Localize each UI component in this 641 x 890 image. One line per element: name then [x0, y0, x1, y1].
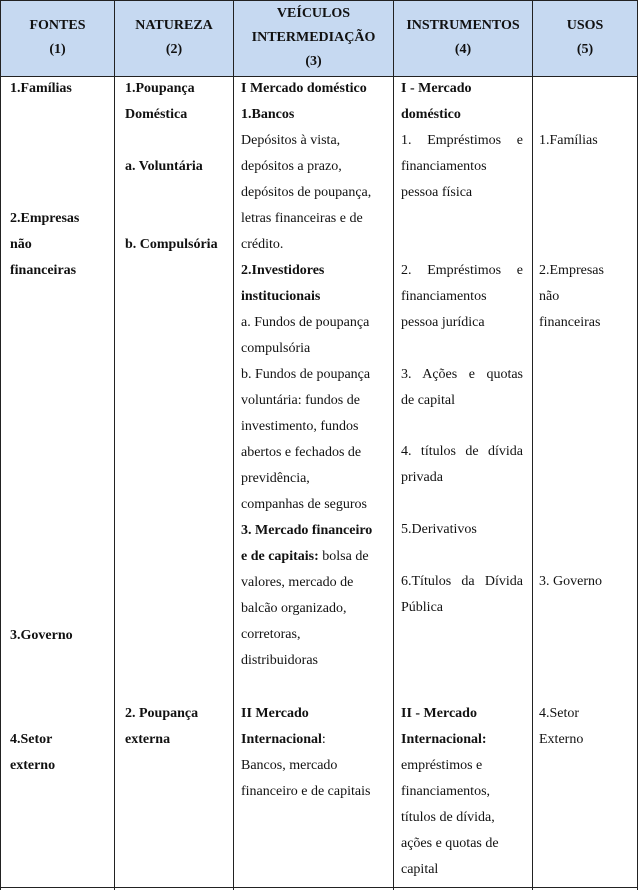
header-label: INSTRUMENTOS: [406, 18, 520, 33]
veiculos-mercado-internacional: II Mercado Internacional: Bancos, mercado financeiro e de capitais: [241, 701, 391, 805]
investidores-title: 2.Investidores: [241, 263, 325, 278]
mercado-financeiro-title: 3. Mercado financeiro: [241, 523, 373, 538]
header-veiculos: [234, 0, 393, 76]
investidores-title: institucionais: [241, 289, 321, 304]
fonte-setor-externo: 4.Setor externo: [10, 732, 56, 773]
fonte-empresas: 2.Empresas não financeiras: [10, 211, 80, 278]
natureza-poupanca-externa: 2. Poupança externa: [125, 706, 199, 747]
header-fontes: [1, 0, 114, 76]
header-instrumentos: [394, 0, 532, 76]
instrumento-titulos-divida-privada: 4. títulos de dívida privada: [401, 444, 523, 485]
fonte-governo: 3.Governo: [10, 628, 73, 643]
section-title: II Mercado: [241, 706, 309, 721]
header-label: NATUREZA: [135, 18, 213, 33]
veiculos-mercado-domestico: I Mercado doméstico 1.Bancos Depósitos à vista, depósitos a prazo, depósitos de poupança, letras financeiras e de crédito. 2.Investidores institucionais a. Fundos de poupança compulsória b. Fundos de poupança voluntária: fundos de investimento, fundos abertos e fechados de previdência, companhas de seguros 3. Mercado financeiro e de capitais: bolsa de valores, mercado de balcão organizado, corretoras, distribuidoras: [241, 76, 387, 674]
fonte-familias: 1.Famílias: [10, 81, 72, 96]
instrumento-acoes-quotas: 3. Ações e quotas de capital: [401, 367, 523, 408]
column-border: [0, 0, 1, 890]
uso-setor-externo: 4.Setor Externo: [539, 706, 584, 747]
section-title: Internacional: [241, 732, 322, 747]
header-number: (4): [454, 42, 472, 57]
header-number: (5): [576, 42, 594, 57]
header-usos: [533, 0, 637, 76]
header-label: VEÍCULOS: [276, 6, 351, 21]
column-border: [637, 0, 638, 890]
column-border: [393, 0, 394, 890]
instrumentos-mercado-internacional: II - Mercado Internacional: empréstimos e financiamentos, títulos de dívida, ações e quotas de capital: [401, 701, 529, 883]
column-border: [233, 0, 234, 890]
section-title: I Mercado doméstico: [241, 81, 367, 96]
mercado-financeiro-title: e de capitais:: [241, 549, 319, 564]
row-border: [0, 887, 638, 888]
natureza-compulsoria: b. Compulsória: [125, 237, 218, 252]
natureza-poupanca-domestica: 1.Poupança Doméstica: [125, 81, 195, 122]
header-number: (2): [165, 42, 183, 57]
header-number: (1): [49, 42, 66, 57]
column-border: [532, 0, 533, 890]
uso-empresas: 2.Empresas não financeiras: [539, 263, 604, 330]
section-title: II - Mercado: [401, 706, 477, 721]
natureza-voluntaria: a. Voluntária: [125, 159, 203, 174]
instrumentos-mercado-domestico: I - Mercado doméstico: [401, 81, 472, 122]
uso-governo: 3. Governo: [539, 574, 602, 589]
header-natureza: [115, 0, 233, 76]
uso-familias: 1.Famílias: [539, 133, 598, 148]
instrumento-emprestimos-pj: 2. Empréstimos e financiamentos pessoa jurídica: [401, 263, 523, 330]
instrumento-emprestimos-pf: 1. Empréstimos e financiamentos pessoa física: [401, 133, 523, 200]
header-label: FONTES: [29, 18, 86, 33]
instrumento-derivativos: 5.Derivativos: [401, 522, 477, 537]
header-label: INTERMEDIAÇÃO: [251, 30, 376, 45]
column-border: [114, 0, 115, 890]
bancos-title: 1.Bancos: [241, 107, 295, 122]
header-label: USOS: [566, 18, 604, 33]
instrumento-titulos-divida-publica: 6.Títulos da Dívida Pública: [401, 574, 523, 615]
section-title: Internacional:: [401, 732, 487, 747]
header-number: (3): [305, 54, 322, 69]
